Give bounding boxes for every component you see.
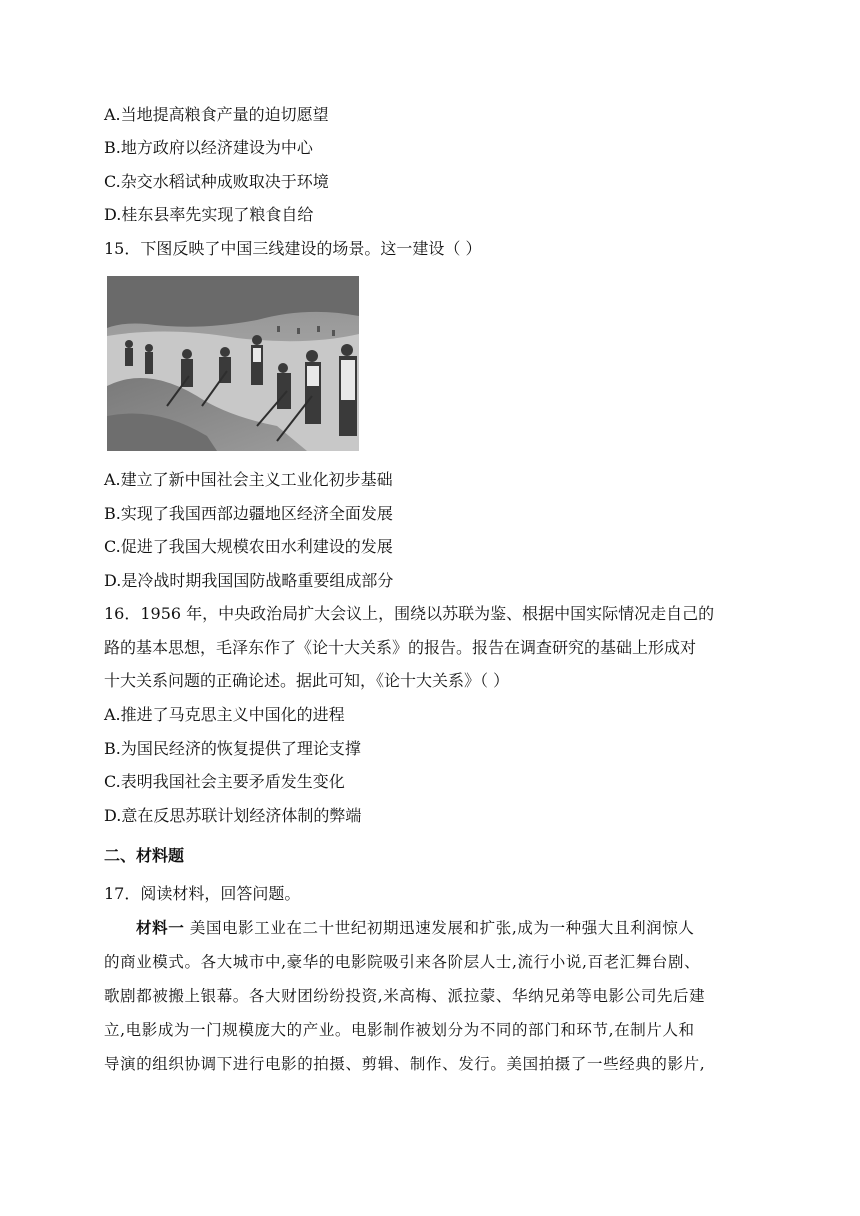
q14-option-d: D.桂东县率先实现了粮食自给 [104, 205, 314, 224]
material-label: 材料一 [136, 918, 185, 937]
q15-option-d: D.是冷战时期我国国防战略重要组成部分 [104, 571, 394, 590]
q16-stem-line-3: 十大关系问题的正确论述。据此可知，《论十大关系》（ ） [104, 671, 510, 690]
material-paragraph-first-line [136, 917, 694, 939]
q15-option-c: C.促进了我国大规模农田水利建设的发展 [104, 537, 393, 556]
q15-option-a: A.建立了新中国社会主义工业化初步基础 [104, 470, 393, 489]
q16-option-d: D.意在反思苏联计划经济体制的弊端 [104, 806, 362, 825]
third-front-construction-photo [107, 276, 359, 451]
q16-stem-line-1: 16．1956 年，中央政治局扩大会议上，围绕以苏联为鉴、根据中国实际情况走自己的 [104, 604, 715, 623]
q17-stem: 17．阅读材料，回答问题。 [104, 884, 301, 903]
q16-option-a: A.推进了马克思主义中国化的进程 [104, 705, 345, 724]
q16-option-c: C.表明我国社会主要矛盾发生变化 [104, 772, 345, 791]
q14-option-b: B.地方政府以经济建设为中心 [104, 138, 313, 157]
q15-option-b: B.实现了我国西部边疆地区经济全面发展 [104, 504, 393, 523]
q16-option-b: B.为国民经济的恢复提供了理论支撑 [104, 739, 361, 758]
material-line-5: 导演的组织协调下进行电影的拍摄、剪辑、制作、发行。美国拍摄了一些经典的影片, [104, 1055, 706, 1073]
material-line-2: 的商业模式。各大城市中,豪华的电影院吸引来各阶层人士,流行小说,百老汇舞台剧、 [104, 953, 701, 971]
q14-option-c: C.杂交水稻试种成败取决于环境 [104, 172, 329, 191]
material-line-4: 立,电影成为一门规模庞大的产业。电影制作被划分为不同的部门和环节,在制片人和 [104, 1021, 695, 1039]
q15-stem: 15．下图反映了中国三线建设的场景。这一建设（ ） [104, 239, 482, 258]
section-title: 二、材料题 [104, 846, 185, 865]
material-text-first: 美国电影工业在二十世纪初期迅速发展和扩张,成为一种强大且利润惊人 [189, 919, 695, 937]
q14-option-a: A.当地提高粮食产量的迫切愿望 [104, 105, 329, 124]
q16-stem-line-2: 路的基本思想，毛泽东作了《论十大关系》的报告。报告在调查研究的基础上形成对 [104, 638, 697, 657]
material-line-3: 歌剧都被搬上银幕。各大财团纷纷投资,米高梅、派拉蒙、华纳兄弟等电影公司先后建 [104, 987, 706, 1005]
